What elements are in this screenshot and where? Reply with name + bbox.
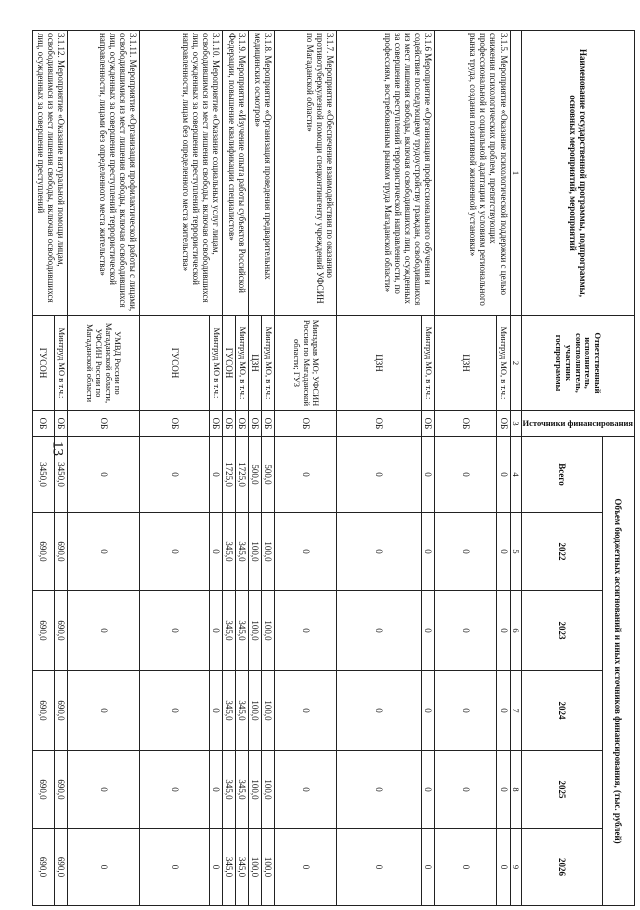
- value-cell: 0: [435, 513, 497, 591]
- value-cell: 100,0: [262, 591, 275, 671]
- source-cell: ОБ: [275, 411, 337, 437]
- value-cell: 0: [337, 591, 422, 671]
- value-cell: 0: [497, 751, 510, 829]
- header-source: [521, 411, 634, 437]
- activity-name: 3.1.5. Мероприятие «Оказание психологической поддержки с целью снижения психологических проблем, препятствующих профессиональной и социальной адаптации к условиям регионального рынка труда, создания позитивной жизненной установки»: [435, 31, 510, 316]
- value-cell: 100,0: [249, 513, 262, 591]
- value-cell: 0: [275, 829, 337, 906]
- source-cell: ОБ: [54, 411, 67, 437]
- table-row: [209, 31, 222, 906]
- value-cell: 345,0: [223, 671, 236, 751]
- source-cell: ОБ: [422, 411, 435, 437]
- table-row: [422, 31, 435, 906]
- source-cell: ОБ: [435, 411, 497, 437]
- index-cell: 9: [510, 829, 521, 906]
- table-row: [262, 31, 275, 906]
- value-cell: 0: [422, 437, 435, 513]
- value-cell: 345,0: [236, 671, 249, 751]
- value-cell: 690,0: [32, 829, 54, 906]
- source-cell: ОБ: [139, 411, 209, 437]
- value-cell: 0: [67, 591, 139, 671]
- header-year: 2022: [521, 513, 602, 591]
- value-cell: 1725,0: [223, 437, 236, 513]
- table-row: [497, 31, 510, 906]
- value-cell: 0: [67, 671, 139, 751]
- value-cell: 0: [139, 829, 209, 906]
- value-cell: 1725,0: [236, 437, 249, 513]
- value-cell: 0: [422, 513, 435, 591]
- activity-name: 3.1.6 Мероприятие «Организация профессионального обучения и содействие последующему трудоустройству граждан, освободившихся из мест лишения свободы, включая освободившихся лиц, осужденных за совершение преступлений террористической направленности, по профессиям, востребованным рынком труда Магаданской области»: [337, 31, 435, 316]
- value-cell: 0: [435, 591, 497, 671]
- value-cell: 0: [497, 437, 510, 513]
- value-cell: 0: [139, 513, 209, 591]
- value-cell: 345,0: [223, 591, 236, 671]
- value-cell: 345,0: [236, 591, 249, 671]
- source-cell: ОБ: [497, 411, 510, 437]
- value-cell: 0: [67, 751, 139, 829]
- value-cell: 0: [139, 591, 209, 671]
- header-source-text: Источники финансирования: [522, 417, 633, 428]
- value-cell: 100,0: [262, 671, 275, 751]
- value-cell: 0: [497, 513, 510, 591]
- responsible-cell: ЦЗН: [435, 316, 497, 411]
- value-cell: 0: [435, 751, 497, 829]
- header-year: 2023: [521, 591, 602, 671]
- value-cell: 0: [422, 829, 435, 906]
- source-cell: ОБ: [249, 411, 262, 437]
- value-cell: 0: [275, 437, 337, 513]
- value-cell: 0: [209, 671, 222, 751]
- header-name: Наименование государственной программы, подпрограммы, основных мероприятий, мероприятий: [521, 31, 634, 316]
- table-row: [236, 31, 249, 906]
- value-cell: 0: [209, 829, 222, 906]
- budget-table-wrapper: [32, 30, 635, 905]
- value-cell: 345,0: [223, 751, 236, 829]
- value-cell: 0: [275, 591, 337, 671]
- responsible-cell: Минтруд МО, в т.ч.:: [497, 316, 510, 411]
- index-cell: 7: [510, 671, 521, 751]
- activity-name: 3.1.12. Мероприятие «Оказание натуральной помощи лицам, освободившимся из мест лишения свободы, включая освободившихся лиц, осужденных за совершение преступлений: [32, 31, 67, 316]
- source-cell: ОБ: [262, 411, 275, 437]
- header-year: 2025: [521, 751, 602, 829]
- value-cell: 0: [422, 751, 435, 829]
- budget-table: [32, 30, 635, 906]
- value-cell: 690,0: [54, 513, 67, 591]
- value-cell: 100,0: [249, 751, 262, 829]
- value-cell: 345,0: [236, 751, 249, 829]
- value-cell: 0: [497, 591, 510, 671]
- header-volume: Объем бюджетных ассигнований и иных источников финансирования, (тыс. рублей): [602, 437, 634, 906]
- index-cell: 8: [510, 751, 521, 829]
- value-cell: 500,0: [249, 437, 262, 513]
- value-cell: 345,0: [223, 513, 236, 591]
- value-cell: 345,0: [236, 513, 249, 591]
- value-cell: 690,0: [54, 829, 67, 906]
- source-cell: ОБ: [67, 411, 139, 437]
- value-cell: 100,0: [249, 591, 262, 671]
- value-cell: 100,0: [262, 829, 275, 906]
- value-cell: 100,0: [262, 513, 275, 591]
- value-cell: 0: [435, 671, 497, 751]
- responsible-cell: ГУСОН: [139, 316, 209, 411]
- value-cell: 345,0: [223, 829, 236, 906]
- source-cell: ОБ: [32, 411, 54, 437]
- value-cell: 0: [435, 829, 497, 906]
- responsible-cell: Минтруд МО, в т.ч.:: [422, 316, 435, 411]
- responsible-cell: ГУСОН: [32, 316, 54, 411]
- responsible-cell: ЦЗН: [249, 316, 262, 411]
- value-cell: 100,0: [249, 671, 262, 751]
- table-row: [275, 31, 337, 906]
- value-cell: 0: [139, 671, 209, 751]
- index-cell: 5: [510, 513, 521, 591]
- value-cell: 100,0: [262, 751, 275, 829]
- value-cell: 0: [337, 751, 422, 829]
- value-cell: 690,0: [32, 671, 54, 751]
- activity-name: 3.1.11. Мероприятие «Организация профилактической работы с лицами, освободившимися из мест лишения свободы, включая освободившихся лиц, осужденных за совершение преступлений террористической направленности, лицами без определенного места жительства»: [67, 31, 139, 316]
- value-cell: 0: [337, 671, 422, 751]
- responsible-cell: УМВД России по Магаданской области, УФСИН России по Магаданской области: [67, 316, 139, 411]
- value-cell: 0: [497, 671, 510, 751]
- value-cell: 0: [209, 751, 222, 829]
- source-cell: ОБ: [337, 411, 422, 437]
- value-cell: 0: [337, 513, 422, 591]
- value-cell: 0: [67, 437, 139, 513]
- value-cell: 690,0: [32, 513, 54, 591]
- value-cell: 3450,0: [32, 437, 54, 513]
- value-cell: 3450,0: [54, 437, 67, 513]
- table-row: [54, 31, 67, 906]
- value-cell: 690,0: [54, 751, 67, 829]
- table-row: [67, 31, 139, 906]
- value-cell: 690,0: [32, 751, 54, 829]
- header-year: 2024: [521, 671, 602, 751]
- page-number: 13: [49, 441, 66, 456]
- value-cell: 0: [422, 671, 435, 751]
- header-responsible: Ответственный исполнитель, соисполнитель, участник госпрограммы: [521, 316, 634, 411]
- responsible-cell: Минтруд МО в т.ч.:: [209, 316, 222, 411]
- activity-name: 3.1.9. Мероприятие «Изучение опыта работы субъектов Российской Федерации, повышение квалификации специалистов»: [223, 31, 249, 316]
- responsible-cell: Минздрав МО; УФСИН России по Магаданской области; ГУЗ: [275, 316, 337, 411]
- value-cell: 500,0: [262, 437, 275, 513]
- responsible-cell: ЦЗН: [337, 316, 422, 411]
- value-cell: 0: [275, 513, 337, 591]
- activity-name: 3.1.7. Мероприятие «Обеспечение взаимодействия по оказанию противотуберкулезной помощи спецконтингенту учреждений УФСИН по Магаданской области»: [275, 31, 337, 316]
- source-cell: ОБ: [236, 411, 249, 437]
- value-cell: 0: [275, 751, 337, 829]
- index-cell: 2: [510, 316, 521, 411]
- responsible-cell: ГУСОН: [223, 316, 236, 411]
- value-cell: 0: [435, 437, 497, 513]
- value-cell: 0: [139, 437, 209, 513]
- value-cell: 0: [209, 591, 222, 671]
- source-cell: ОБ: [209, 411, 222, 437]
- value-cell: 690,0: [54, 671, 67, 751]
- value-cell: 690,0: [32, 591, 54, 671]
- responsible-cell: Минтруд МО в т.ч.:: [54, 316, 67, 411]
- activity-name: 3.1.10. Мероприятие «Оказание социальных услуг лицам, освободившимся из мест лишения свободы, включая освободившихся лиц, осужденных за совершение преступлений террористической направленности, лицам без определенного места жительства»: [139, 31, 222, 316]
- value-cell: 0: [67, 829, 139, 906]
- responsible-cell: Минтруд МО, в т.ч.:: [262, 316, 275, 411]
- index-cell: 6: [510, 591, 521, 671]
- value-cell: 0: [337, 437, 422, 513]
- header-total: Всего: [521, 437, 602, 513]
- value-cell: 345,0: [236, 829, 249, 906]
- value-cell: 690,0: [54, 591, 67, 671]
- index-cell: 4: [510, 437, 521, 513]
- value-cell: 0: [67, 513, 139, 591]
- responsible-cell: Минтруд МО, в т.ч.:: [236, 316, 249, 411]
- value-cell: 0: [139, 751, 209, 829]
- activity-name: 3.1.8. Мероприятие «Организация проведения предварительных медицинских осмотров»: [249, 31, 275, 316]
- index-cell: 1: [510, 31, 521, 316]
- index-cell: 3: [510, 411, 521, 437]
- value-cell: 0: [275, 671, 337, 751]
- value-cell: 0: [422, 591, 435, 671]
- value-cell: 100,0: [249, 829, 262, 906]
- value-cell: 0: [209, 437, 222, 513]
- source-cell: ОБ: [223, 411, 236, 437]
- value-cell: 0: [209, 513, 222, 591]
- value-cell: 0: [497, 829, 510, 906]
- header-year: 2026: [521, 829, 602, 906]
- value-cell: 0: [337, 829, 422, 906]
